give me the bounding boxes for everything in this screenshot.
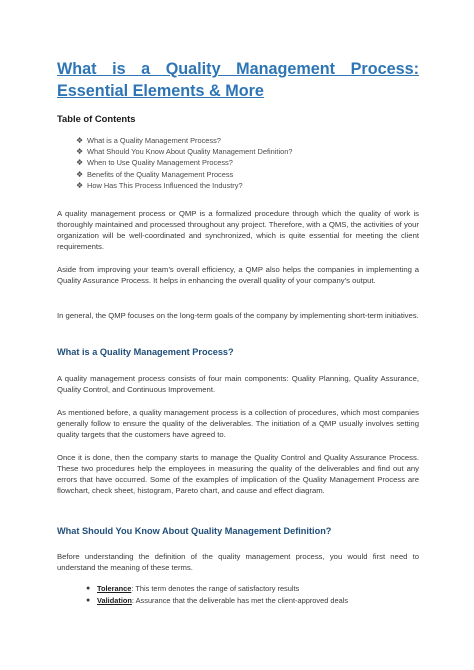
section-heading-qm-definition: What Should You Know About Quality Management Definition? bbox=[57, 526, 332, 536]
diamond-bullet-icon: ❖ bbox=[76, 136, 84, 145]
toc-heading: Table of Contents bbox=[57, 113, 136, 124]
definition-item bbox=[86, 583, 348, 595]
definition-bullet-list bbox=[86, 583, 348, 607]
definition-term: Tolerance bbox=[97, 584, 132, 593]
intro-paragraph-1: A quality management process or QMP is a formalized procedure through which the quality of work is thoroughly maintained and processed throughout any project. Therefore, with a QMS, the activities of your organization will be well-coordinated and synchronized, which is quite essential for meeting the client requirements. bbox=[57, 209, 419, 251]
diamond-bullet-icon: ❖ bbox=[76, 147, 84, 157]
intro-paragraph-2: Aside from improving your team’s overall efficiency, a QMP also helps the companies in implementing a Quality Assurance Process. It helps in enhancing the overall quality of your company’s output. bbox=[57, 265, 419, 285]
diamond-bullet-icon: ❖ bbox=[76, 158, 84, 168]
toc-item[interactable]: ❖ When to Use Quality Management Process? bbox=[76, 158, 233, 168]
section1-paragraph-1: A quality management process consists of four main components: Quality Planning, Quality Assurance, Quality Control, and Continuous Improvement. bbox=[57, 374, 419, 394]
definition-text: : Assurance that the deliverable has met the client-approved deals bbox=[131, 596, 349, 605]
definition-term: Validation bbox=[97, 596, 132, 605]
toc-item[interactable]: ❖ Benefits of the Quality Management Process bbox=[76, 169, 234, 179]
document-title: What is a Quality Management Process: Essential Elements & More bbox=[57, 60, 419, 100]
diamond-bullet-icon: ❖ bbox=[76, 180, 84, 190]
section1-paragraph-2: As mentioned before, a quality management process is a collection of procedures, which most companies generally follow to ensure the quality of the deliverables. The initiation of a QMP usually involves setting quality targets that the customers have agreed to. bbox=[57, 408, 419, 439]
bullet-dot-icon: ● bbox=[86, 597, 91, 604]
section2-paragraph-1: Before understanding the definition of the quality management process, you would first need to understand the meaning of these terms. bbox=[57, 552, 419, 572]
toc-item[interactable]: ❖ How Has This Process Influenced the Industry? bbox=[76, 180, 243, 190]
toc-item[interactable]: ❖ What is a Quality Management Process? bbox=[76, 136, 221, 145]
toc-list bbox=[76, 135, 292, 191]
definition-text: : This term denotes the range of satisfactory results bbox=[131, 584, 300, 593]
diamond-bullet-icon: ❖ bbox=[76, 169, 84, 179]
intro-paragraph-3: In general, the QMP focuses on the long-term goals of the company by implementing short-term initiatives. bbox=[57, 311, 419, 320]
section1-paragraph-3: Once it is done, then the company starts to manage the Quality Control and Quality Assurance Process. These two procedures help the employees in measuring the quality of the deliverables and find out any errors that have occurred. Some of the examples of implication of the Quality Management Process are flowchart, check sheet, histogram, Pareto chart, and cause and effect diagram. bbox=[57, 453, 419, 495]
definition-item bbox=[86, 595, 348, 607]
bullet-dot-icon: ● bbox=[86, 585, 91, 592]
toc-item[interactable]: ❖ What Should You Know About Quality Management Definition? bbox=[76, 147, 293, 157]
section-heading-what-is-qmp: What is a Quality Management Process? bbox=[57, 347, 234, 357]
